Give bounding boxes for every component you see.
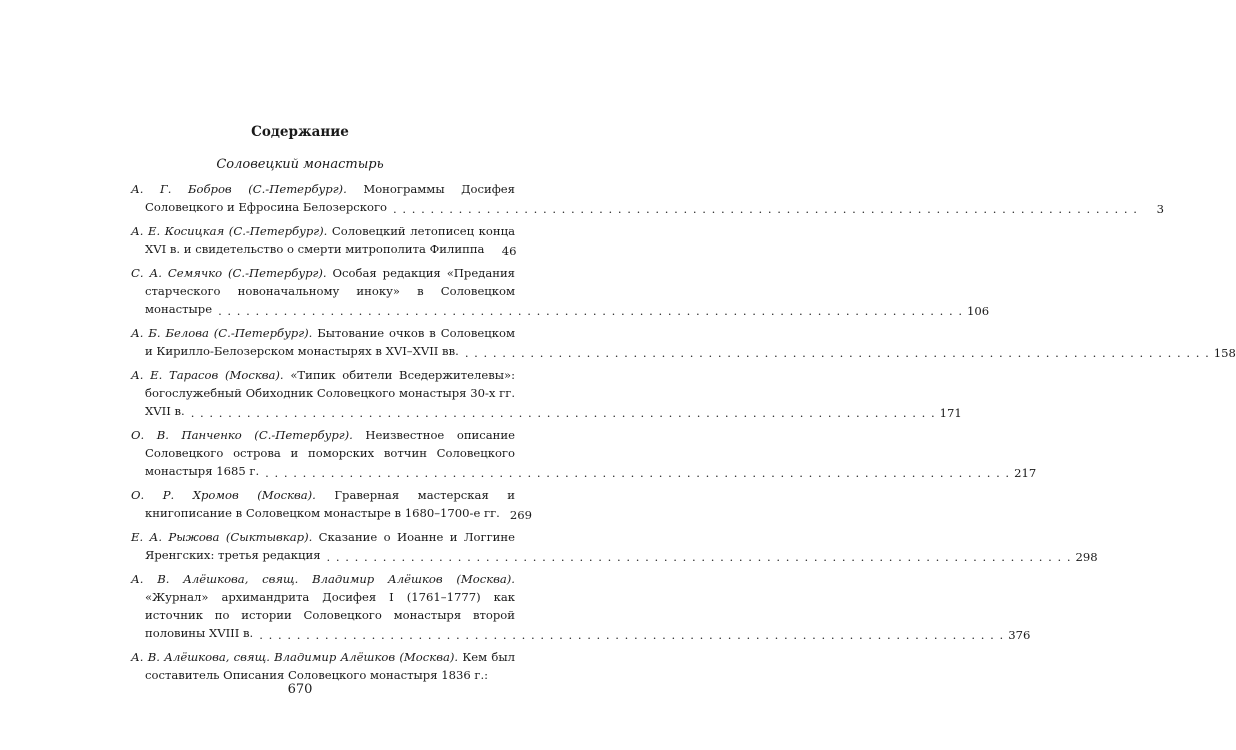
toc-entry-author: С. А. Семячко (С.-Петербург).	[131, 266, 327, 280]
dot-leader: . . . . . . . . . . . . . . . . . . . . . . . . . . . . . . . . . . . . . . . . . . . . . . . . . . . . . . . . . . . . . . . . . . . . . . . . . . . . . . . .	[218, 304, 964, 318]
dot-leader: . . . . . . . . . . . . . . . . . . . . . . . . . . . . . . . . . . . . . . . . . . . . . . . . . . . . . . . . . . . . . . . . . . . . . . . . . . . . . . . .	[326, 550, 1072, 564]
toc-entry-author: А. Е. Косицкая (С.-Петербург).	[131, 224, 328, 238]
toc-entry-title: Сказание о Иоанне и Логгине Яренгских: третья редакция	[145, 530, 515, 562]
dot-leader: . . . . . . . . . . . . . . . . . . . . . . . . . . . . . . . . . . . . . . . . . . . . . . . . . . . . . . . . . . . . . . . . . . . . . . . . . . . . . . . .	[464, 346, 1210, 360]
toc-entry-page: 298	[1075, 550, 1098, 564]
toc-entry-title: «Журнал» архимандрита Досифея I (1761–1777) как источник по истории Соловецкого монастыря второй половины XVIII в.	[145, 590, 515, 640]
toc-entry-author: А. Г. Бобров (С.-Петербург).	[131, 182, 347, 196]
toc-entry-author: А. Е. Тарасов (Москва).	[131, 368, 284, 382]
toc-entry-page: 217	[1014, 466, 1037, 480]
toc-entry	[131, 324, 1236, 360]
toc-entry	[131, 222, 515, 258]
toc-entry-title: Граверная мастерская и книгописание в Соловецком монастыре в 1680–1700-е гг.	[145, 488, 515, 520]
toc-entry	[131, 648, 515, 684]
toc-entry	[131, 570, 1031, 642]
toc-entry	[131, 528, 1098, 564]
toc-entry-page: 3	[1156, 202, 1164, 216]
toc-entry-author: О. Р. Хромов (Москва).	[131, 488, 316, 502]
toc-entry-page: 171	[939, 406, 962, 420]
toc-entry-title: Монограммы Досифея Соловецкого и Ефросина Белозерского	[145, 182, 515, 214]
toc-entry-title: Соловецкий летописец конца XVI в. и свидетельство о смерти митрополита Филиппа	[145, 224, 515, 256]
toc-entry-author: А. В. Алёшкова, свящ. Владимир Алёшков (Москва).	[131, 650, 459, 664]
dot-leader: . . . . . . . . . . . . . . . . . . . . . . . . . . . . . . . . . . . . . . . . . . . . . . . . . . . . . . . . . . . . . . . . . . . . . . . . . . . . . . . .	[265, 466, 1011, 480]
toc-entry	[131, 426, 1037, 480]
toc-entry-title: «Типик обители Вседержителевы»: богослужебный Обиходник Соловецкого монастыря 30-х гг. XVII в.	[145, 368, 515, 418]
section-title: Соловецкий монастырь	[216, 157, 384, 172]
toc-entry-title: Бытование очков в Соловецком и Кирилло-Белозерском монастырях в XVI–XVII вв.	[145, 326, 515, 358]
toc-entry	[131, 180, 1164, 216]
toc-entry-title: Кем был составитель Описания Соловецкого монастыря 1836 г.:	[145, 650, 515, 682]
toc-entry	[131, 486, 532, 522]
dot-leader: . . . . . . . . . . . . . . . . . . . . . . . . . . . . . . . . . . . . . . . . . . . . . . . . . . . . . . . . . . . . . . . . . . . . . . . . . . . . . . . .	[259, 628, 1005, 642]
toc-entry-title: Особая редакция «Предания старческого новоначальному иноку» в Соловецком монастыре	[145, 266, 515, 316]
toc-entry-title: Неизвестное описание Соловецкого острова и поморских вотчин Соловецкого монастыря 1685 г.	[145, 428, 515, 478]
toc-entry	[131, 366, 962, 420]
toc-entry-page: 106	[967, 304, 990, 318]
dot-leader: . . . . . . . . . . . . . . . . . . . . . . . . . . . . . . . . . . . . . . . . . . . . . . . . . . . . . . . . . . . . . . . . . . . . . . . . . . . . . . . .	[393, 202, 1138, 216]
dot-leader: . . . . . . . . . . . . . . . . . . . . . . . . . . . . . . . . . . . . . . . . . . . . . . . . . . . . . . . . . . . . . . . . . . . . . . . . . . . . . . . .	[190, 406, 936, 420]
toc-entry-page: 158	[1213, 346, 1236, 360]
page-title: Содержание	[251, 124, 349, 140]
toc-entry-author: А. В. Алёшкова, свящ. Владимир Алёшков (Москва).	[131, 572, 515, 586]
toc-entry-page: 46	[501, 244, 517, 258]
toc-entry-author: Е. А. Рыжова (Сыктывкар).	[131, 530, 313, 544]
toc-entry-author: А. Б. Белова (С.-Петербург).	[131, 326, 313, 340]
toc-entry	[131, 264, 990, 318]
page-number: 670	[287, 682, 313, 697]
table-of-contents	[131, 180, 1236, 690]
toc-entry-page: 376	[1008, 628, 1031, 642]
toc-entry-author: О. В. Панченко (С.-Петербург).	[131, 428, 353, 442]
toc-entry-page: 269	[509, 508, 532, 522]
